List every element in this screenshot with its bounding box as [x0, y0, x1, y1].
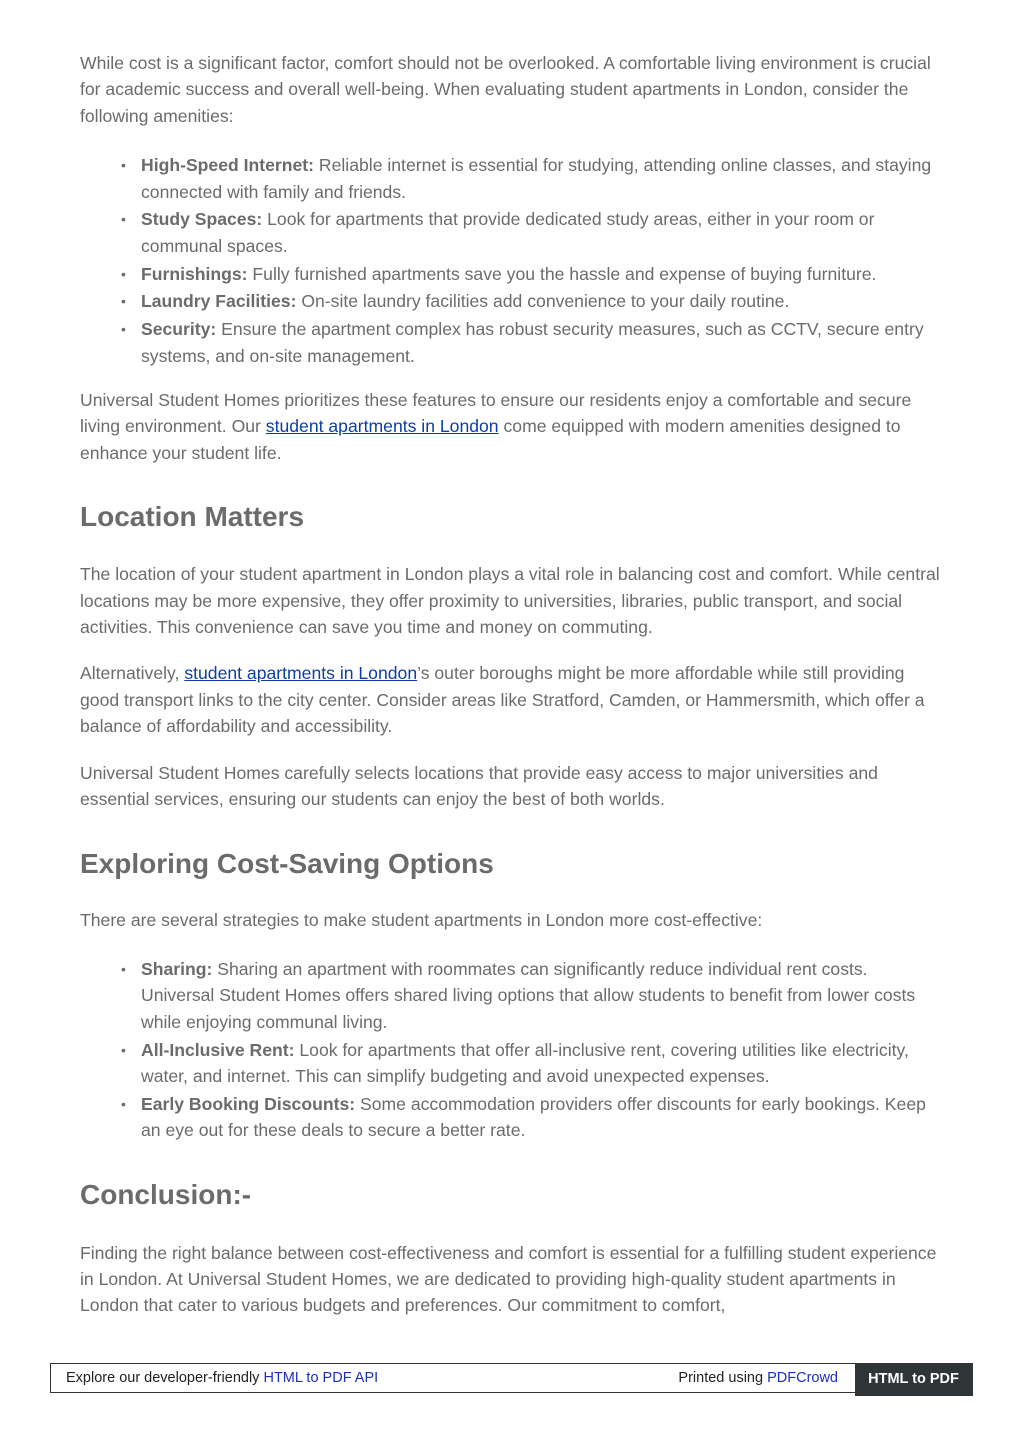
list-item-label: Laundry Facilities: [141, 291, 297, 312]
list-item [121, 316, 940, 369]
list-item-text: Look for apartments that offer all-inclusive rent, covering utilities like electricity, water, and internet. This can simplify budgeting and avoid unexpected expenses. [141, 1039, 909, 1086]
student-apartments-link[interactable]: student apartments in London [184, 663, 418, 684]
amenities-list [80, 152, 940, 369]
list-item [121, 152, 940, 205]
list-item-text: Ensure the apartment complex has robust security measures, such as CCTV, secure entry systems, and on-site management. [141, 319, 924, 366]
list-item [121, 288, 940, 314]
pdfcrowd-link[interactable]: PDFCrowd [767, 1370, 838, 1386]
list-item-label: All-Inclusive Rent: [141, 1039, 295, 1060]
list-item-label: Early Booking Discounts: [141, 1093, 356, 1114]
list-item-text: Sharing an apartment with roommates can significantly reduce individual rent costs. Universal Student Homes offers shared living options that allow students to benefit from lower costs while enjoying communal living. [141, 958, 916, 1032]
list-item [121, 206, 940, 259]
location-paragraph-1: The location of your student apartment in London plays a vital role in balancing cost and comfort. While central locations may be more expensive, they offer proximity to universities, libraries, public transport, and social activities. This convenience can save you time and money on commuting. [80, 564, 940, 638]
list-item-label: Furnishings: [141, 263, 248, 284]
html-to-pdf-api-link[interactable]: HTML to PDF API [263, 1370, 379, 1386]
list-item [121, 1037, 940, 1090]
bullet-icon: • [121, 265, 126, 282]
location-paragraph-3: Universal Student Homes carefully selects locations that provide easy access to major universities and essential services, ensuring our students can enjoy the best of both worlds. [80, 762, 878, 810]
summary-text-after: come equipped with modern amenities designed to enhance your student life. [80, 416, 901, 463]
article-body [80, 50, 940, 1319]
conclusion-paragraph: Finding the right balance between cost-effectiveness and comfort is essential for a fulfilling student experience in London. At Universal Student Homes, we are dedicated to providing high-quality student apartments in London that cater to various budgets and preferences. Our commitment to comfort, [80, 1242, 937, 1316]
list-item [121, 956, 940, 1035]
list-item-text: Reliable internet is essential for studying, attending online classes, and staying connected with family and friends. [141, 155, 932, 202]
summary-text-before: Universal Student Homes prioritizes these features to ensure our residents enjoy a comfortable and secure living environment. Our [80, 390, 912, 437]
list-item-label: Study Spaces: [141, 209, 263, 230]
cost-intro-paragraph: There are several strategies to make student apartments in London more cost-effective: [80, 909, 763, 930]
intro-paragraph: While cost is a significant factor, comfort should not be overlooked. A comfortable living environment is crucial for academic success and overall well-being. When evaluating student apartments in London, consider the following amenities: [80, 53, 931, 126]
student-apartments-link[interactable]: student apartments in London [265, 416, 499, 437]
bullet-icon: • [121, 211, 126, 228]
footer-left-text: Explore our developer-friendly [66, 1370, 264, 1386]
conclusion-heading: Conclusion:- [80, 1178, 252, 1210]
footer-left [66, 1370, 378, 1386]
pdf-footer-bar [50, 1363, 972, 1393]
bullet-icon: • [121, 960, 126, 977]
html-to-pdf-button[interactable]: HTML to PDF [855, 1363, 973, 1396]
list-item-text: Some accommodation providers offer discounts for early bookings. Keep an eye out for these deals to secure a better rate. [141, 1093, 926, 1141]
location-p2-after: ’s outer boroughs might be more affordable while still providing good transport links to the city center. Consider areas like Stratford, Camden, or Hammersmith, which offer a balance of affordability and accessibility. [80, 663, 925, 737]
location-paragraph-2 [80, 660, 940, 739]
list-item-text: Look for apartments that provide dedicated study areas, either in your room or communal spaces. [141, 209, 875, 256]
location-heading: Location Matters [80, 501, 305, 533]
bullet-icon: • [121, 1041, 126, 1058]
list-item [121, 1091, 940, 1144]
bullet-icon: • [121, 321, 126, 338]
cost-saving-list [80, 956, 940, 1144]
bullet-icon: • [121, 157, 126, 174]
list-item-label: Sharing: [141, 958, 213, 979]
footer-right [678, 1370, 838, 1386]
bullet-icon: • [121, 293, 126, 310]
list-item-label: Security: [141, 319, 217, 340]
list-item-label: High-Speed Internet: [141, 155, 315, 176]
list-item-text: Fully furnished apartments save you the hassle and expense of buying furniture. [247, 263, 877, 284]
amenities-summary-paragraph [80, 387, 940, 466]
cost-saving-heading: Exploring Cost-Saving Options [80, 847, 494, 879]
list-item [121, 261, 940, 287]
location-p2-before: Alternatively, [80, 663, 185, 684]
list-item-text: On-site laundry facilities add convenience to your daily routine. [296, 291, 790, 312]
bullet-icon: • [121, 1095, 126, 1112]
footer-right-text: Printed using [678, 1370, 768, 1386]
